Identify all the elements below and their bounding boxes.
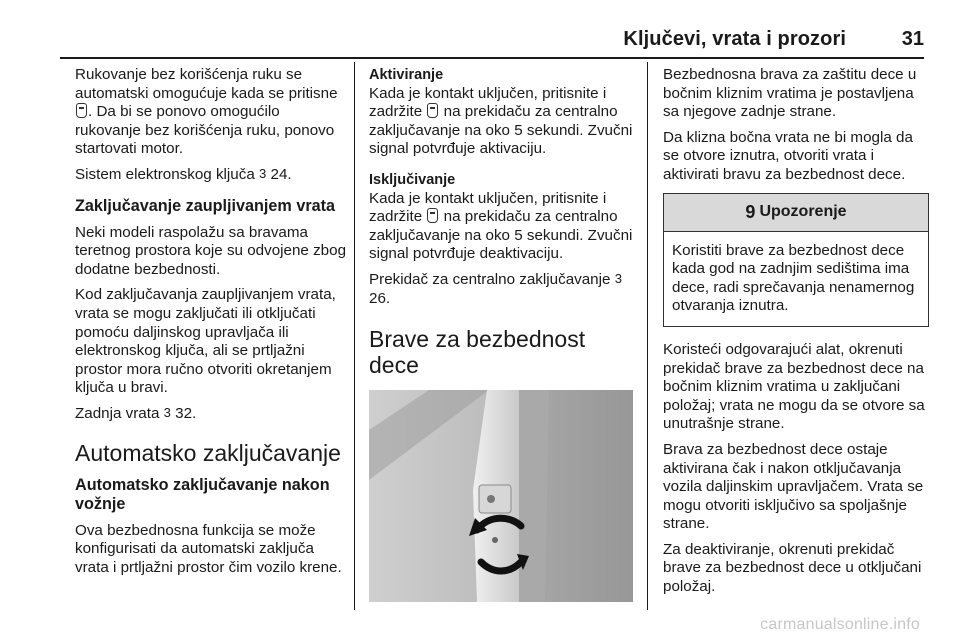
- heading-child-locks: Brave za bezbednost dece: [369, 326, 586, 379]
- lock-key-icon: [76, 103, 87, 118]
- column-3: [663, 66, 929, 604]
- page-reference-link[interactable]: 32.: [175, 404, 197, 422]
- paragraph-central-lock-switch: Prekidač za centralno zaključavanje 3 26.: [369, 270, 622, 307]
- column-1: [75, 66, 347, 584]
- page-reference-link[interactable]: 26.: [369, 289, 391, 307]
- warning-icon: 9: [745, 201, 756, 222]
- lock-key-icon: [427, 208, 438, 223]
- heading-activate: Aktiviranje: [369, 67, 444, 83]
- paragraph-electronic-key: Sistem elektronskog ključa 3 24.: [75, 165, 292, 183]
- warning-title: Upozorenje: [759, 202, 847, 220]
- paragraph-deadlock-usage: Kod zaključavanja zaupljivanjem vrata, vrata se mogu zaključati ili otključati pomoću daljinskog upravljača ili elektronskog ključa, ali se prtljažni prostor mora ručno otvoriti okretanjem ključa u bravi.: [75, 286, 336, 397]
- warning-text: Koristiti brave za bezbednost dece kada god na zadnjim sedištima ima dece, radi sprečavanja nenamernog otvaranja iznutra.: [672, 241, 915, 315]
- paragraph-autolock-desc: Ova bezbednosna funkcija se može konfigurisati da automatski zaključa vrata i prtljažni prostor čim vozilo krene.: [75, 521, 342, 576]
- paragraph-activate: Kada je kontakt uključen, pritisnite i zadržite na prekidaču za centralno zaključavanje na oko 5 sekundi. Zvučni signal potvrđuje aktivaciju.: [369, 84, 633, 158]
- page-reference-icon: 3: [259, 165, 267, 181]
- heading-autolock: Automatsko zaključavanje: [75, 439, 341, 466]
- heading-deactivate: Isključivanje: [369, 171, 456, 188]
- page-reference-icon: 3: [614, 270, 622, 286]
- page-reference-link[interactable]: 24.: [270, 165, 292, 183]
- paragraph-child-lock-tool: Koristeći odgovarajući alat, okrenuti prekidač brave za bezbednost dece na bočnim kliznim vratima u zaključani položaj; vrata ne mogu da se otvore sa unutrašnje strane.: [663, 340, 925, 433]
- column-2: [369, 66, 633, 602]
- paragraph-rear-door: Zadnja vrata 3 32.: [75, 404, 197, 422]
- column-divider-2: [647, 62, 648, 610]
- header-rule: [60, 57, 924, 59]
- paragraph-handsfree: Rukovanje bez korišćenja ruku se automatski omogućuje kada se pritisne . Da bi se ponovo omogućilo rukovanje bez korišćenja ruku, ponovo startovati motor.: [75, 66, 338, 158]
- paragraph-child-lock-location: Bezbednosna brava za zaštitu dece u bočnim kliznim vratima je postavljena sa njegove zadnje strane.: [663, 66, 917, 121]
- paragraph-child-lock-deactivate: Za deaktiviranje, okrenuti prekidač brave za bezbednost dece u otključani položaj.: [663, 540, 922, 596]
- paragraph-child-lock-remains: Brava za bezbednost dece ostaje aktivirana čak i nakon otključavanja vozila daljinskim upravljačem. Vrata se mogu otvoriti isključivo sa spoljašnje strane.: [663, 440, 924, 533]
- watermark: carmanualsonline.info: [760, 616, 920, 633]
- column-divider-1: [354, 62, 355, 610]
- warning-header: [664, 194, 928, 232]
- page-number: 31: [901, 28, 924, 50]
- paragraph-deactivate: Kada je kontakt uključen, pritisnite i zadržite na prekidaču za centralno zaključavanje na oko 5 sekundi. Zvučni signal potvrđuje deaktivaciju.: [369, 189, 633, 263]
- child-lock-illustration: [369, 390, 633, 602]
- paragraph-child-lock-activate: Da klizna bočna vrata ne bi mogla da se otvore iznutra, otvoriti vrata i aktivirati bravu za bezbednost dece.: [663, 128, 913, 183]
- child-lock-photo: [369, 390, 633, 602]
- lock-key-icon: [427, 103, 438, 118]
- page-reference-icon: 3: [163, 404, 171, 420]
- heading-deadlock: Zaključavanje zaupljivanjem vrata: [75, 196, 336, 215]
- warning-box: [663, 193, 929, 327]
- heading-autolock-drive: Automatsko zaključavanje nakon vožnje: [75, 475, 330, 513]
- header-title: Ključevi, vrata i prozori: [623, 28, 846, 50]
- paragraph-deadlock-models: Neki modeli raspolažu sa bravama teretnog prostora koje su odvojene zbog dodatne bezbednosti.: [75, 223, 347, 278]
